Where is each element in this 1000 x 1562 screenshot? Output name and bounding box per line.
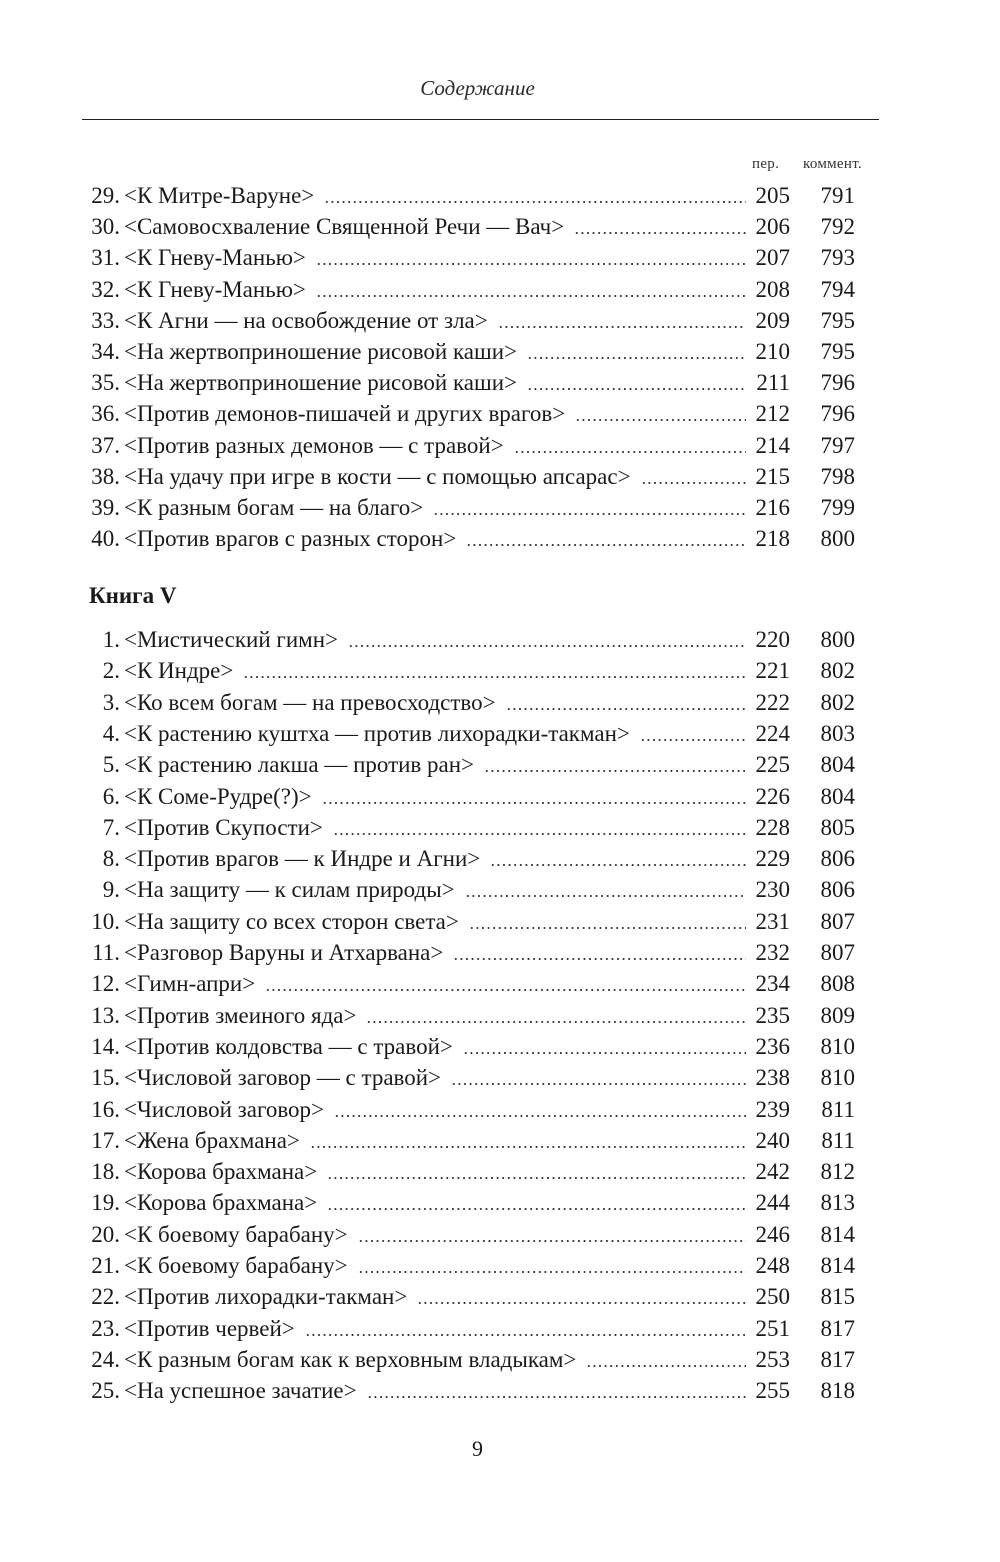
entry-page: 208: [755, 276, 790, 302]
leader-dots: [367, 1396, 746, 1398]
entry-title: <К Гневу-Манью>: [124, 276, 306, 302]
entry-commentary-page: 793: [820, 245, 855, 271]
entry-commentary-page: 812: [820, 1159, 855, 1185]
toc-entry: [0, 242, 1000, 274]
toc-entry: [0, 1375, 1000, 1407]
toc-entry: [0, 1344, 1000, 1376]
entry-number: 12.: [91, 971, 120, 997]
entry-number: 2.: [102, 658, 120, 684]
entry-commentary-page: 814: [820, 1253, 855, 1278]
leader-dots: [574, 232, 746, 234]
entry-title: <На успешное зачатие>: [124, 1378, 357, 1404]
leader-dots: [358, 1271, 746, 1273]
entry-title: <Разговор Варуны и Атхарвана>: [124, 940, 444, 965]
entry-page: 244: [755, 1190, 790, 1216]
toc-entry: [0, 1031, 1000, 1063]
entry-title: <К Агни — на освобождение от зла>: [124, 307, 488, 333]
entry-page: 225: [755, 752, 790, 778]
toc-entry: [0, 180, 1000, 212]
entry-number: 9.: [102, 877, 120, 903]
section-heading: Книга V: [89, 583, 177, 608]
entry-commentary-page: 814: [820, 1221, 855, 1247]
leader-dots: [498, 326, 746, 328]
toc-entry: [0, 1250, 1000, 1282]
entry-commentary-page: 806: [820, 877, 855, 903]
entry-page: 205: [755, 183, 790, 208]
leader-dots: [490, 864, 746, 866]
leader-dots: [640, 739, 746, 741]
entry-page: 231: [755, 908, 790, 934]
entry-number: 36.: [91, 401, 120, 427]
entry-number: 25.: [91, 1378, 120, 1404]
entry-commentary-page: 809: [820, 1002, 855, 1028]
entry-title: <Против врагов с разных сторон>: [124, 526, 457, 552]
entry-title: <Против змеиного яда>: [124, 1002, 357, 1028]
toc-entry: [0, 843, 1000, 875]
leader-dots: [527, 357, 746, 359]
entry-commentary-page: 796: [820, 401, 855, 427]
entry-title: <Ко всем богам — на превосходство>: [124, 689, 496, 715]
entry-commentary-page: 791: [820, 183, 855, 208]
entry-number: 22.: [91, 1284, 120, 1310]
leader-dots: [358, 1240, 746, 1242]
entry-commentary-page: 806: [820, 846, 855, 872]
entry-page: 221: [755, 658, 790, 684]
entry-commentary-page: 803: [820, 720, 855, 746]
entry-number: 6.: [102, 783, 120, 809]
entry-commentary-page: 795: [820, 339, 855, 364]
entry-page: 246: [755, 1221, 790, 1247]
entry-page: 226: [755, 783, 790, 809]
entry-page: 251: [755, 1315, 790, 1341]
leader-dots: [305, 1334, 746, 1336]
entry-number: 35.: [91, 370, 120, 396]
entry-number: 18.: [91, 1159, 120, 1185]
entry-number: 33.: [91, 307, 120, 333]
entry-number: 30.: [91, 214, 120, 240]
leader-dots: [463, 1052, 746, 1054]
entry-title: <К растению куштха — против лихорадки-такман>: [124, 720, 630, 746]
entry-title: <К боевому барабану>: [124, 1253, 348, 1278]
entry-number: 7.: [102, 814, 120, 840]
header-rule: [82, 119, 879, 120]
entry-number: 29.: [91, 183, 120, 208]
entry-number: 1.: [102, 627, 120, 652]
entry-title: <Корова брахмана>: [124, 1190, 318, 1216]
entry-number: 15.: [91, 1065, 120, 1091]
entry-number: 5.: [102, 752, 120, 778]
entry-title: <Самовосхваление Священной Речи — Вач>: [124, 214, 565, 240]
entry-page: 207: [755, 245, 790, 271]
toc-entry: [0, 1062, 1000, 1094]
leader-dots: [453, 958, 746, 960]
entry-title: <Против колдовства — с травой>: [124, 1033, 453, 1059]
entry-title: <Против демонов-пишачей и других врагов>: [124, 401, 566, 427]
entry-page: 236: [755, 1033, 790, 1059]
toc-entry: [0, 906, 1000, 938]
entry-number: 31.: [91, 245, 120, 271]
entry-title: <Против лихорадки-такман>: [124, 1284, 408, 1310]
entry-page: 215: [755, 463, 790, 489]
entry-title: <К растению лакша — против ран>: [124, 752, 475, 778]
toc-entry: [0, 461, 1000, 493]
toc-entry: [0, 1313, 1000, 1345]
entry-page: 232: [755, 940, 790, 965]
toc-entry: [0, 1187, 1000, 1219]
entry-title: <Против разных демонов — с травой>: [124, 432, 504, 458]
entry-number: 8.: [102, 846, 120, 872]
entry-title: <Жена брахмана>: [124, 1127, 300, 1153]
entry-number: 32.: [91, 276, 120, 302]
toc-entry: [0, 1125, 1000, 1157]
leader-dots: [451, 1083, 746, 1085]
leader-dots: [316, 295, 746, 297]
entry-title: <К Гневу-Манью>: [124, 245, 306, 271]
toc-entry: [0, 336, 1000, 368]
entry-title: <Числовой заговор>: [124, 1096, 325, 1122]
entry-commentary-page: 811: [821, 1096, 855, 1122]
page-number: 9: [472, 1436, 483, 1461]
leader-dots: [433, 513, 746, 515]
toc-entry: [0, 398, 1000, 430]
entry-title: <Мистический гимн>: [124, 627, 338, 652]
entry-commentary-page: 792: [820, 214, 855, 240]
toc-entry: [0, 211, 1000, 243]
toc-entry: [0, 874, 1000, 906]
entry-title: <Против Скупости>: [124, 814, 323, 840]
entry-number: 23.: [91, 1315, 120, 1341]
entry-title: <Против червей>: [124, 1315, 295, 1341]
toc-entry: [0, 1094, 1000, 1126]
entry-page: 210: [755, 339, 790, 364]
leader-dots: [506, 708, 746, 710]
entry-page: 230: [755, 877, 790, 903]
entry-title: <На защиту — к силам природы>: [124, 877, 455, 903]
leader-dots: [327, 1208, 746, 1210]
toc-entry: [0, 1281, 1000, 1313]
entry-page: 212: [755, 401, 790, 427]
entry-commentary-page: 795: [820, 307, 855, 333]
entry-title: <К боевому барабану>: [124, 1221, 348, 1247]
entry-commentary-page: 796: [820, 370, 855, 396]
entry-title: <Гимн-апри>: [124, 971, 256, 997]
entry-number: 17.: [91, 1127, 120, 1153]
entry-commentary-page: 808: [820, 971, 855, 997]
toc-entry: [0, 523, 1000, 555]
entry-commentary-page: 805: [820, 814, 855, 840]
entry-commentary-page: 810: [820, 1065, 855, 1091]
entry-commentary-page: 815: [820, 1284, 855, 1310]
entry-page: 218: [755, 526, 790, 552]
entry-title: <Против врагов — к Индре и Агни>: [124, 846, 481, 872]
entry-title: <К Индре>: [124, 658, 234, 684]
entry-number: 19.: [91, 1190, 120, 1216]
toc-entry: [0, 812, 1000, 844]
entry-number: 40.: [91, 526, 120, 552]
leader-dots: [469, 927, 746, 929]
entry-title: <Числовой заговор — с травой>: [124, 1065, 442, 1091]
entry-number: 39.: [91, 495, 120, 520]
entry-title: <На защиту со всех сторон света>: [124, 908, 459, 934]
entry-page: 255: [755, 1378, 790, 1404]
entry-commentary-page: 807: [820, 940, 855, 965]
toc-entry: [0, 274, 1000, 306]
entry-title: <К разным богам — на благо>: [124, 495, 424, 520]
entry-commentary-page: 799: [820, 495, 855, 520]
entry-number: 37.: [91, 432, 120, 458]
entry-commentary-page: 817: [820, 1346, 855, 1372]
toc-entry: [0, 367, 1000, 399]
entry-page: 248: [755, 1253, 790, 1278]
toc-entry: [0, 655, 1000, 687]
toc-entry: [0, 430, 1000, 462]
entry-commentary-page: 797: [820, 432, 855, 458]
entry-number: 34.: [91, 339, 120, 364]
toc-entry: [0, 1000, 1000, 1032]
entry-commentary-page: 817: [820, 1315, 855, 1341]
entry-number: 13.: [91, 1002, 120, 1028]
entry-commentary-page: 794: [820, 276, 855, 302]
leader-dots: [586, 1365, 746, 1367]
entry-commentary-page: 804: [820, 783, 855, 809]
leader-dots: [324, 201, 746, 203]
leader-dots: [243, 676, 746, 678]
entry-commentary-page: 810: [820, 1033, 855, 1059]
entry-number: 4.: [102, 720, 120, 746]
entry-page: 235: [755, 1002, 790, 1028]
entry-number: 24.: [91, 1346, 120, 1372]
leader-dots: [333, 833, 746, 835]
toc-entry: [0, 1156, 1000, 1188]
leader-dots: [334, 1115, 746, 1117]
leader-dots: [527, 388, 746, 390]
toc-entry: [0, 749, 1000, 781]
entry-commentary-page: 807: [820, 908, 855, 934]
entry-commentary-page: 802: [820, 689, 855, 715]
entry-page: 206: [755, 214, 790, 240]
entry-page: 238: [755, 1065, 790, 1091]
toc-entry: [0, 687, 1000, 719]
leader-dots: [514, 451, 746, 453]
entry-title: <Корова брахмана>: [124, 1159, 318, 1185]
leader-dots: [484, 770, 746, 772]
leader-dots: [348, 645, 746, 647]
entry-commentary-page: 800: [820, 526, 855, 552]
toc-entry: [0, 305, 1000, 337]
entry-title: <На удачу при игре в кости — с помощью апсарас>: [124, 463, 631, 489]
entry-commentary-page: 802: [820, 658, 855, 684]
entry-commentary-page: 813: [820, 1190, 855, 1216]
leader-dots: [466, 544, 746, 546]
entry-page: 228: [755, 814, 790, 840]
entry-commentary-page: 811: [821, 1127, 855, 1153]
entry-title: <К разным богам как к верховным владыкам>: [124, 1346, 577, 1372]
entry-page: 214: [755, 432, 790, 458]
toc-entry: [0, 937, 1000, 969]
toc-entry: [0, 492, 1000, 524]
entry-commentary-page: 798: [820, 463, 855, 489]
entry-page: 234: [755, 971, 790, 997]
entry-page: 211: [756, 370, 790, 396]
leader-dots: [316, 263, 746, 265]
entry-page: 220: [755, 627, 790, 652]
entry-commentary-page: 804: [820, 752, 855, 778]
entry-page: 224: [755, 720, 790, 746]
toc-entry: [0, 968, 1000, 1000]
entry-title: <На жертвоприношение рисовой каши>: [124, 339, 518, 364]
column-header-translation: пер.: [752, 156, 780, 172]
toc-entry: [0, 624, 1000, 656]
entry-page: 222: [755, 689, 790, 715]
leader-dots: [575, 419, 746, 421]
entry-page: 239: [755, 1096, 790, 1122]
entry-page: 209: [755, 307, 790, 333]
entry-number: 20.: [91, 1221, 120, 1247]
leader-dots: [366, 1021, 746, 1023]
toc-entry: [0, 781, 1000, 813]
leader-dots: [310, 1146, 746, 1148]
entry-commentary-page: 818: [820, 1378, 855, 1404]
leader-dots: [322, 802, 746, 804]
entry-commentary-page: 800: [820, 627, 855, 652]
leader-dots: [265, 989, 746, 991]
leader-dots: [641, 482, 746, 484]
entry-title: <К Митре-Варуне>: [124, 183, 315, 208]
leader-dots: [327, 1177, 746, 1179]
entry-title: <К Соме-Рудре(?)>: [124, 783, 312, 809]
entry-number: 3.: [102, 689, 120, 715]
entry-number: 21.: [91, 1253, 120, 1278]
entry-title: <На жертвоприношение рисовой каши>: [124, 370, 518, 396]
column-header-commentary: коммент.: [803, 156, 862, 172]
entry-page: 253: [755, 1346, 790, 1372]
entry-page: 242: [755, 1159, 790, 1185]
entry-number: 16.: [91, 1096, 120, 1122]
entry-page: 250: [755, 1284, 790, 1310]
entry-page: 216: [755, 495, 790, 520]
entry-page: 240: [755, 1127, 790, 1153]
leader-dots: [465, 895, 746, 897]
leader-dots: [417, 1302, 746, 1304]
entry-page: 229: [755, 846, 790, 872]
entry-number: 38.: [91, 463, 120, 489]
toc-entry: [0, 718, 1000, 750]
running-head: Содержание: [420, 76, 535, 100]
entry-number: 10.: [91, 908, 120, 934]
entry-number: 11.: [92, 940, 120, 965]
toc-entry: [0, 1219, 1000, 1251]
entry-number: 14.: [91, 1033, 120, 1059]
